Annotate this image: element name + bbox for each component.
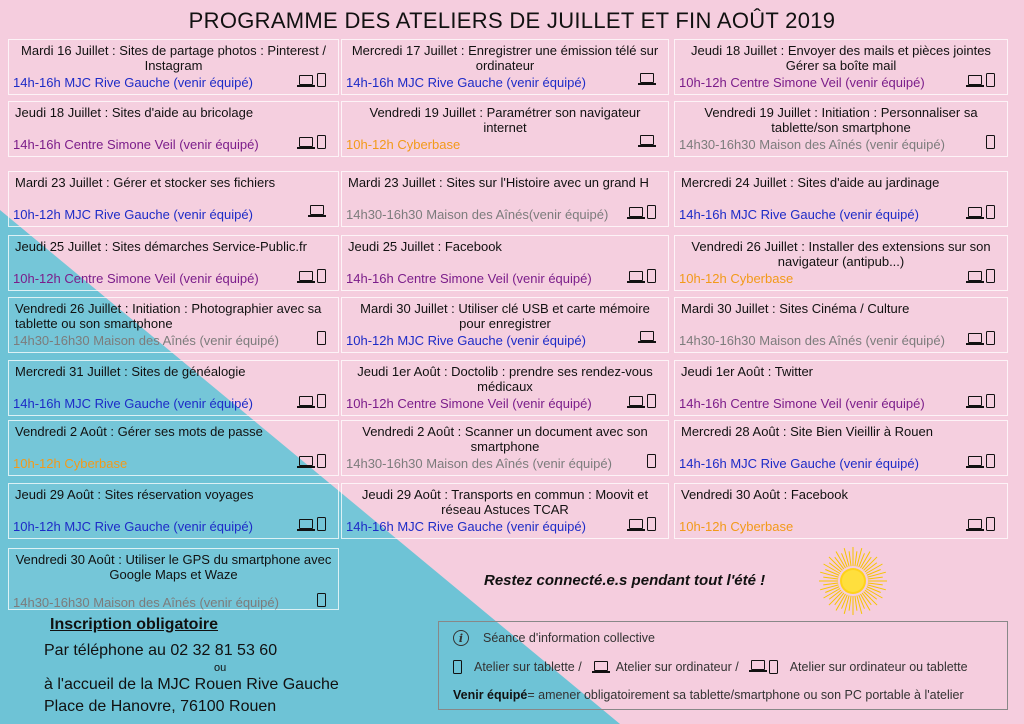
sun-ray	[868, 583, 883, 585]
workshop-title: Vendredi 30 Août : Utiliser le GPS du smartphone avec Google Maps et Waze	[15, 552, 332, 582]
workshop-title: Vendredi 2 Août : Gérer ses mots de passe	[15, 424, 263, 439]
workshop-title: Vendredi 19 Juillet : Paramétrer son navigateur internet	[369, 105, 641, 135]
laptop-icon	[966, 519, 984, 531]
workshop-card	[674, 39, 1008, 95]
workshop-slot: 14h-16h MJC Rive Gauche (venir équipé)	[679, 456, 919, 471]
sun-ray	[849, 551, 851, 566]
workshop-title: Jeudi 25 Juillet : Facebook	[348, 239, 502, 254]
legend-tablet-label: Atelier sur tablette /	[474, 660, 582, 674]
laptop-icon	[297, 396, 315, 408]
workshop-card	[341, 360, 669, 416]
sun-ray	[867, 572, 885, 577]
workshop-card	[674, 101, 1008, 157]
workshop-card	[674, 483, 1008, 539]
tablet-icon	[647, 454, 656, 468]
workshop-slot: 14h-16h MJC Rive Gauche (venir équipé)	[13, 396, 253, 411]
workshop-title: Jeudi 29 Août : Sites réservation voyages	[15, 487, 254, 502]
workshop-card	[8, 171, 339, 227]
registration-address: à l'accueil de la MJC Rouen Rive Gauche	[44, 676, 339, 693]
workshop-slot: 14h30-16h30 Maison des Aînés(venir équipé)	[346, 207, 609, 222]
workshop-slot: 14h-16h MJC Rive Gauche (venir équipé)	[346, 75, 586, 90]
workshop-slot: 14h30-16h30 Maison des Aînés (venir équipé)	[679, 137, 945, 152]
registration-address-city: Place de Hanovre, 76100 Rouen	[44, 698, 277, 715]
workshop-slot: 14h-16h MJC Rive Gauche (venir équipé)	[679, 207, 919, 222]
laptop-tablet-icon	[297, 517, 326, 531]
laptop-icon	[627, 519, 645, 531]
page-title: PROGRAMME DES ATELIERS DE JUILLET ET FIN AOÛT 2019	[188, 8, 836, 33]
sun-icon	[818, 546, 888, 616]
tablet-icon	[317, 517, 326, 531]
registration-block	[44, 614, 339, 718]
laptop-icon	[638, 331, 656, 343]
laptop-tablet-icon	[966, 454, 995, 468]
workshop-card	[341, 483, 669, 539]
tablet-icon	[647, 205, 656, 219]
sun-ray	[844, 548, 849, 566]
workshop-card	[341, 171, 669, 227]
legend-info-label: Séance d'information collective	[483, 631, 655, 645]
tablet-icon	[647, 269, 656, 283]
legend-equip-text: = amener obligatoirement sa tablette/smartphone ou son PC portable à l'atelier	[527, 688, 964, 702]
laptop-icon	[638, 331, 656, 343]
workshop-card	[341, 235, 669, 291]
tablet-icon	[647, 517, 656, 531]
laptop-icon	[966, 75, 984, 87]
sun-ray	[844, 595, 849, 613]
registration-heading: Inscription obligatoire	[50, 616, 219, 633]
workshop-title: Vendredi 26 Juillet : Installer des extensions sur son navigateur (antipub...)	[691, 239, 991, 269]
workshop-title: Jeudi 18 Juillet : Sites d'aide au bricolage	[15, 105, 254, 120]
workshop-card	[341, 297, 669, 353]
laptop-icon	[966, 333, 984, 345]
workshop-card	[341, 420, 669, 476]
workshop-slot: 10h-12h MJC Rive Gauche (venir équipé)	[13, 207, 253, 222]
registration-or: ou	[214, 662, 227, 674]
tablet-icon	[317, 269, 326, 283]
laptop-icon	[627, 271, 645, 283]
workshop-slot: 14h-16h Centre Simone Veil (venir équipé)	[679, 396, 925, 411]
workshop-title: Mercredi 28 Août : Site Bien Vieillir à Rouen	[681, 424, 933, 439]
sun-ray	[857, 595, 862, 613]
laptop-icon	[297, 519, 315, 531]
workshop-card	[674, 297, 1008, 353]
workshop-card	[8, 39, 339, 95]
tablet-icon	[986, 205, 995, 219]
workshop-card	[674, 171, 1008, 227]
workshop-card	[8, 360, 339, 416]
workshop-slot: 14h-16h Centre Simone Veil (venir équipé)	[346, 271, 592, 286]
tablet-icon	[317, 593, 326, 607]
workshop-title: Jeudi 29 Août : Transports en commun : Moovit et réseau Astuces TCAR	[361, 487, 649, 517]
workshop-slot: 14h30-16h30 Maison des Aînés (venir équipé)	[679, 333, 945, 348]
laptop-tablet-icon	[966, 205, 995, 219]
workshop-slot: 14h-16h MJC Rive Gauche (venir équipé)	[13, 75, 253, 90]
laptop-icon	[297, 75, 315, 87]
tablet-icon	[647, 394, 656, 408]
registration-phone: Par téléphone au 02 32 81 53 60	[44, 642, 278, 659]
tablet-icon	[986, 331, 995, 345]
laptop-icon	[638, 73, 656, 85]
workshop-card	[8, 483, 339, 539]
workshop-slot: 14h30-16h30 Maison des Aînés (venir équipé)	[346, 456, 612, 471]
sun-ray	[849, 596, 851, 611]
workshop-slot: 10h-12h MJC Rive Gauche (venir équipé)	[13, 519, 253, 534]
sun-ray	[857, 548, 862, 566]
laptop-icon	[308, 205, 326, 217]
workshop-title: Mercredi 31 Juillet : Sites de généalogie	[15, 364, 246, 379]
laptop-icon	[638, 135, 656, 147]
workshop-card	[341, 101, 669, 157]
sun-ray	[855, 596, 857, 611]
workshop-title: Mardi 16 Juillet : Sites de partage photos : Pinterest / Instagram	[21, 43, 326, 73]
laptop-tablet-icon	[297, 73, 326, 87]
laptop-tablet-icon	[966, 269, 995, 283]
tablet-icon	[453, 660, 462, 674]
laptop-tablet-icon	[966, 517, 995, 531]
workshop-title: Mardi 23 Juillet : Sites sur l'Histoire avec un grand H	[348, 175, 649, 190]
workshop-title: Mercredi 24 Juillet : Sites d'aide au jardinage	[681, 175, 940, 190]
workshop-slot: 14h-16h MJC Rive Gauche (venir équipé)	[346, 519, 586, 534]
workshop-slot: 10h-12h Cyberbase	[679, 519, 794, 534]
workshop-slot: 14h30-16h30 Maison des Aînés (venir équipé)	[13, 595, 279, 610]
workshop-title: Mercredi 17 Juillet : Enregistrer une émission télé sur ordinateur	[351, 43, 659, 73]
laptop-tablet-icon	[749, 660, 778, 674]
sun-ray	[820, 585, 838, 590]
laptop-icon	[592, 661, 610, 673]
laptop-tablet-icon	[297, 454, 326, 468]
workshop-title: Jeudi 1er Août : Twitter	[681, 364, 813, 379]
laptop-tablet-icon	[966, 394, 995, 408]
legend-box	[438, 621, 1008, 710]
laptop-icon	[627, 207, 645, 219]
tablet-icon	[986, 135, 995, 149]
sun-ray	[868, 577, 883, 579]
legend-row-equip	[453, 688, 964, 702]
workshop-slot: 14h30-16h30 Maison des Aînés (venir équipé)	[13, 333, 279, 348]
workshop-card	[8, 101, 339, 157]
workshop-slot: 10h-12h MJC Rive Gauche (venir équipé)	[346, 333, 586, 348]
sun-ray	[867, 585, 885, 590]
laptop-icon	[627, 396, 645, 408]
workshop-slot: 10h-12h Centre Simone Veil (venir équipé)	[679, 75, 925, 90]
workshop-slot: 10h-12h Cyberbase	[679, 271, 794, 286]
sun-ray	[820, 572, 838, 577]
laptop-icon	[966, 271, 984, 283]
workshop-card	[674, 360, 1008, 416]
workshop-title: Jeudi 25 Juillet : Sites démarches Service-Public.fr	[15, 239, 307, 254]
workshop-title: Vendredi 30 Août : Facebook	[681, 487, 848, 502]
laptop-icon	[297, 456, 315, 468]
workshop-slot: 14h-16h Centre Simone Veil (venir équipé)	[13, 137, 259, 152]
workshop-card	[674, 420, 1008, 476]
tablet-icon	[986, 135, 995, 149]
workshop-title: Jeudi 1er Août : Doctolib : prendre ses rendez-vous médicaux	[357, 364, 653, 394]
laptop-icon	[966, 207, 984, 219]
tablet-icon	[317, 135, 326, 149]
sun-ray	[823, 583, 838, 585]
workshop-title: Vendredi 2 Août : Scanner un document avec son smartphone	[362, 424, 648, 454]
tablet-icon	[317, 331, 326, 345]
legend-computer-label: Atelier sur ordinateur /	[615, 660, 739, 674]
workshop-card	[674, 235, 1008, 291]
tablet-icon	[317, 331, 326, 345]
tagline: Restez connecté.e.s pendant tout l'été !	[484, 572, 766, 589]
workshop-slot: 10h-12h Centre Simone Veil (venir équipé)	[13, 271, 259, 286]
laptop-icon	[297, 137, 315, 149]
workshop-title: Vendredi 19 Juillet : Initiation : Personnaliser sa tablette/son smartphone	[704, 105, 978, 135]
workshop-card	[8, 235, 339, 291]
laptop-tablet-icon	[966, 73, 995, 87]
tablet-icon	[986, 394, 995, 408]
legend-row-info	[453, 630, 655, 646]
laptop-icon	[297, 271, 315, 283]
laptop-tablet-icon	[297, 269, 326, 283]
tablet-icon	[986, 269, 995, 283]
laptop-icon	[966, 396, 984, 408]
workshop-slot: 10h-12h Centre Simone Veil (venir équipé)	[346, 396, 592, 411]
tablet-icon	[647, 454, 656, 468]
laptop-tablet-icon	[627, 394, 656, 408]
workshop-slot: 10h-12h Cyberbase	[13, 456, 128, 471]
info-icon: i	[453, 630, 469, 646]
workshop-card	[341, 39, 669, 95]
laptop-icon	[638, 135, 656, 147]
workshop-title: Mardi 30 Juillet : Sites Cinéma / Culture	[681, 301, 910, 316]
workshop-title: Jeudi 18 Juillet : Envoyer des mails et pièces jointes Gérer sa boîte mail	[691, 43, 991, 73]
laptop-icon	[638, 73, 656, 85]
workshop-title: Vendredi 26 Juillet : Initiation : Photographier avec sa tablette ou son smartphone	[15, 301, 322, 331]
laptop-tablet-icon	[627, 205, 656, 219]
tablet-icon	[317, 73, 326, 87]
laptop-tablet-icon	[627, 517, 656, 531]
sun-ray	[823, 577, 838, 579]
workshop-card	[8, 297, 339, 353]
workshop-title: Mardi 30 Juillet : Utiliser clé USB et carte mémoire pour enregistrer	[360, 301, 650, 331]
workshop-slot: 10h-12h Cyberbase	[346, 137, 461, 152]
laptop-tablet-icon	[966, 331, 995, 345]
laptop-tablet-icon	[297, 394, 326, 408]
laptop-icon	[308, 205, 326, 217]
legend-equip-label: Venir équipé	[453, 688, 528, 702]
legend-row-devices	[453, 660, 968, 674]
tablet-icon	[317, 394, 326, 408]
laptop-icon	[966, 456, 984, 468]
tablet-icon	[986, 73, 995, 87]
sun-ray	[855, 551, 857, 566]
tablet-icon	[986, 454, 995, 468]
laptop-tablet-icon	[297, 135, 326, 149]
tablet-icon	[317, 454, 326, 468]
tablet-icon	[317, 593, 326, 607]
tablet-icon	[986, 517, 995, 531]
laptop-tablet-icon	[627, 269, 656, 283]
workshop-title: Mardi 23 Juillet : Gérer et stocker ses fichiers	[15, 175, 276, 190]
legend-both-label: Atelier sur ordinateur ou tablette	[789, 660, 968, 674]
workshop-card	[8, 420, 339, 476]
workshop-card	[8, 548, 339, 610]
